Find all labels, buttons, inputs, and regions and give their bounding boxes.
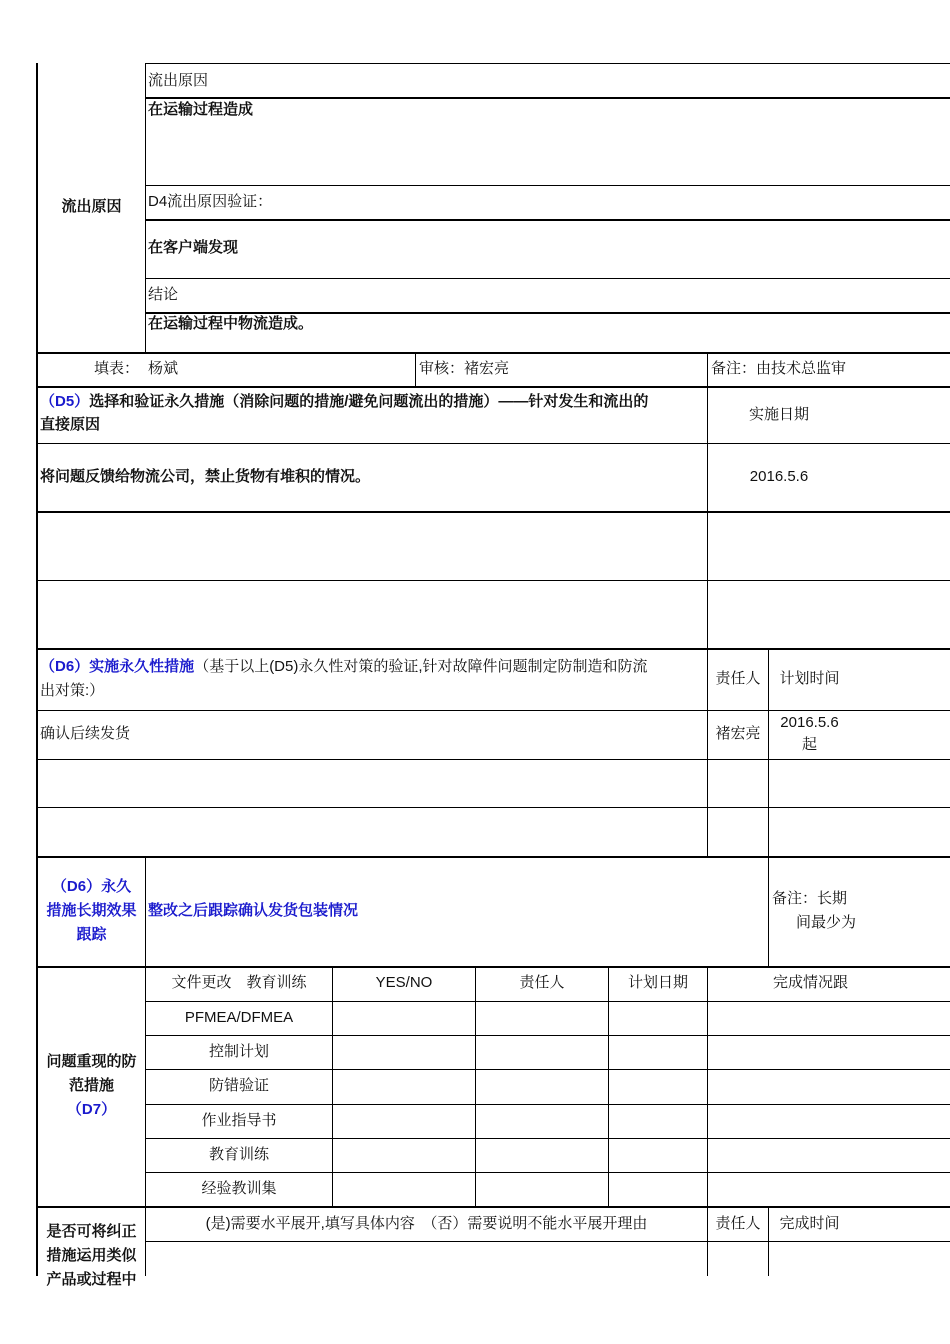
outflow-reason-header: 流出原因 — [148, 72, 209, 89]
rule — [36, 648, 950, 650]
outflow-conclusion-text: 在运输过程中物流造成。 — [148, 315, 314, 332]
d7-label: （D7） — [66, 1101, 117, 1118]
d5-title-line1: 选择和验证永久措施（消除问题的措施/避免问题流出的措施）——针对发生和流出的 — [89, 393, 649, 410]
d7-header-plan: 计划日期 — [627, 974, 688, 991]
d7-label: 范措施 — [68, 1077, 114, 1094]
rule — [36, 966, 950, 968]
d6-row-plan: 2016.5.6 — [780, 714, 839, 731]
rule — [145, 219, 950, 221]
horizontal-done-header: 完成时间 — [779, 1215, 840, 1232]
rule — [36, 511, 950, 513]
horizontal-label: 措施运用类似 — [46, 1247, 137, 1264]
d6-desc-line1: （基于以上(D5)永久性对策的验证,针对故障件问题制定防制造和防流 — [194, 658, 648, 675]
d7-header-owner: 责任人 — [519, 974, 565, 991]
rule — [332, 966, 333, 1207]
d7-item: PFMEA/DFMEA — [184, 1009, 294, 1026]
d7-header-doc: 文件更改 教育训练 — [171, 974, 307, 991]
d7-header-progress: 完成情况跟 — [773, 974, 849, 991]
rule — [36, 710, 950, 711]
rule — [145, 1069, 950, 1070]
rule — [145, 1138, 950, 1139]
rule — [145, 63, 950, 64]
rule — [36, 443, 950, 444]
d6-tag: （D6）实施永久性措施 — [40, 658, 195, 675]
d6-row-text: 确认后续发货 — [40, 725, 131, 742]
rule — [145, 1172, 950, 1173]
outflow-conclusion-header: 结论 — [148, 286, 179, 303]
d6-track-content: 整改之后跟踪确认发货包装情况 — [148, 902, 359, 919]
rule — [145, 278, 950, 279]
rule — [707, 386, 708, 649]
rule — [36, 580, 950, 581]
outflow-reason-text: 在运输过程造成 — [148, 101, 254, 118]
horizontal-label: 产品或过程中 — [46, 1271, 137, 1288]
rule — [145, 1241, 950, 1242]
filler-name: 杨斌 — [148, 360, 179, 377]
rule — [608, 966, 609, 1207]
rule — [415, 352, 416, 386]
d5-tag: （D5） — [40, 393, 90, 410]
d7-label: 问题重现的防 — [46, 1053, 137, 1070]
d6-plan-header: 计划时间 — [779, 670, 840, 687]
d6-desc-line2: 出对策:） — [40, 682, 105, 699]
d5-date-header: 实施日期 — [748, 406, 809, 423]
outflow-side-label: 流出原因 — [61, 198, 122, 215]
rule — [475, 966, 476, 1207]
rule — [145, 1001, 950, 1002]
rule — [36, 807, 950, 808]
rule — [36, 759, 950, 760]
rule — [145, 1104, 950, 1105]
rule — [36, 352, 950, 354]
d6-row-owner: 褚宏亮 — [715, 725, 761, 742]
d7-item: 控制计划 — [208, 1043, 269, 1060]
rule — [145, 1035, 950, 1036]
d7-item: 教育训练 — [208, 1146, 269, 1163]
d6-title — [40, 657, 648, 677]
d6-track-note: 间最少为 — [796, 914, 857, 931]
horizontal-header: (是)需要水平展开,填写具体内容 （否）需要说明不能水平展开理由 — [205, 1215, 648, 1232]
rule — [707, 966, 708, 1207]
rule — [145, 97, 950, 99]
filler-label: 填表： — [94, 360, 140, 377]
d6-track-label: 措施长期效果 — [46, 902, 137, 919]
rule — [768, 856, 769, 967]
d5-row-text: 将问题反馈给物流公司，禁止货物有堆积的情况。 — [40, 468, 371, 485]
d6-track-label: 跟踪 — [76, 926, 107, 943]
outflow-verify-header: D4流出原因验证： — [148, 193, 273, 210]
d7-header-yesno: YES/NO — [375, 974, 433, 991]
rule — [36, 1206, 950, 1208]
d6-row-plan: 起 — [801, 736, 817, 753]
d6-owner-header: 责任人 — [715, 670, 761, 687]
d5-row-date: 2016.5.6 — [749, 468, 809, 485]
d6-track-label: （D6）永久 — [51, 878, 132, 895]
rule — [707, 352, 708, 386]
rule — [145, 185, 950, 186]
rule — [145, 856, 146, 967]
outflow-verify-text: 在客户端发现 — [148, 239, 239, 256]
d5-title — [40, 392, 648, 412]
d5-title-line2: 直接原因 — [40, 416, 101, 433]
horizontal-owner-header: 责任人 — [715, 1215, 761, 1232]
d7-item: 防错验证 — [208, 1077, 269, 1094]
d7-item: 作业指导书 — [201, 1112, 277, 1129]
d6-track-note: 备注：长期 — [772, 890, 848, 907]
rule — [36, 856, 950, 858]
reviewer: 审核：褚宏亮 — [419, 360, 510, 377]
signoff-note: 备注：由技术总监审 — [711, 360, 847, 377]
rule — [36, 386, 950, 388]
horizontal-label: 是否可将纠正 — [46, 1223, 137, 1240]
rule — [145, 63, 146, 353]
d7-item: 经验教训集 — [201, 1180, 277, 1197]
